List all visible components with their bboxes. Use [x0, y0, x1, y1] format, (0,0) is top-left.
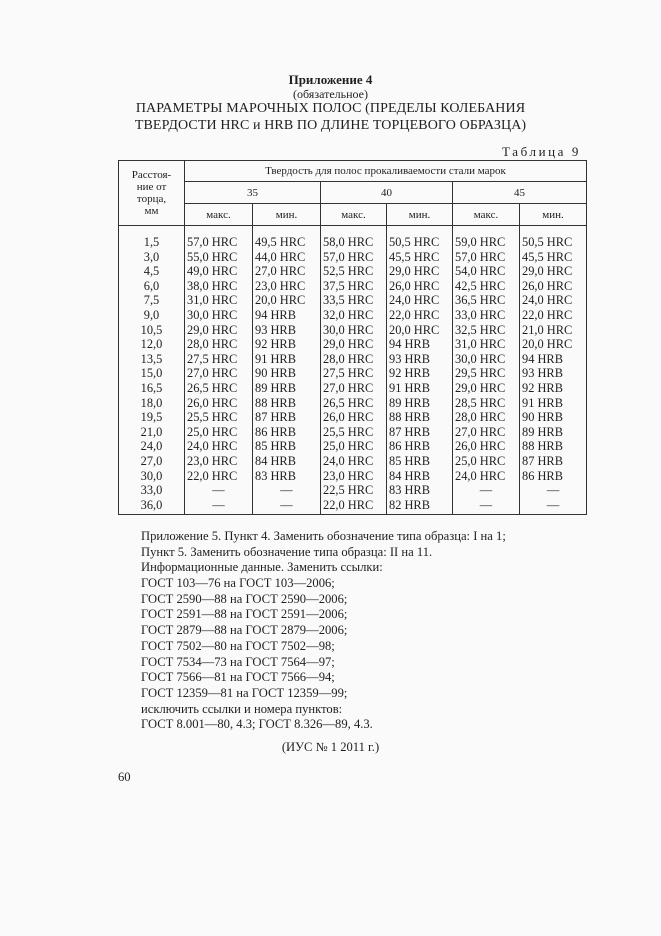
table-row	[119, 498, 587, 515]
note-line: ГОСТ 103—76 на ГОСТ 103—2006;	[141, 576, 335, 591]
hardness-cell: 57,0 HRC	[185, 235, 253, 250]
hardness-cell: 27,0 HRC	[185, 366, 253, 381]
hardness-cell: 25,0 HRC	[453, 454, 520, 469]
min-header: мин.	[520, 204, 587, 226]
hardness-cell: 92 HRB	[387, 366, 453, 381]
hardness-cell: 93 HRB	[520, 366, 587, 381]
distance-cell: 9,0	[119, 308, 185, 323]
distance-cell: 6,0	[119, 279, 185, 294]
distance-cell: 15,0	[119, 366, 185, 381]
hardness-cell: 94 HRB	[253, 308, 321, 323]
hardness-cell: 32,0 HRC	[321, 308, 387, 323]
hardness-cell: 33,5 HRC	[321, 293, 387, 308]
hardness-cell: 55,0 HRC	[185, 250, 253, 265]
hardness-cell: 32,5 HRC	[453, 323, 520, 338]
hardness-cell: —	[185, 483, 253, 498]
hardness-cell: 22,0 HRC	[185, 469, 253, 484]
note-line: Пункт 5. Заменить обозначение типа образца: II на 11.	[141, 544, 433, 559]
table-row	[119, 279, 587, 294]
hardness-cell: 85 HRB	[253, 439, 321, 454]
table-row	[119, 396, 587, 411]
table-body	[119, 235, 587, 515]
hardness-cell: 29,0 HRC	[520, 264, 587, 279]
hardness-cell: —	[253, 483, 321, 498]
hardness-cell: 33,0 HRC	[453, 308, 520, 323]
table-label: Таблица 9	[502, 144, 581, 159]
hardness-cell: 50,5 HRC	[520, 235, 587, 250]
hardness-cell: 29,0 HRC	[453, 381, 520, 396]
hardness-cell: 26,0 HRC	[387, 279, 453, 294]
hardness-cell: 30,0 HRC	[453, 352, 520, 367]
distance-cell: 1,5	[119, 235, 185, 250]
hardness-cell: 88 HRB	[253, 396, 321, 411]
hardness-cell: 45,5 HRC	[520, 250, 587, 265]
hardness-cell: —	[520, 498, 587, 515]
note-line: Приложение 5. Пункт 4. Заменить обозначение типа образца: I на 1;	[141, 529, 506, 543]
hardness-cell: 26,0 HRC	[453, 439, 520, 454]
distance-cell: 12,0	[119, 337, 185, 352]
table-row	[119, 264, 587, 279]
distance-cell: 13,5	[119, 352, 185, 367]
hardness-cell: 25,0 HRC	[185, 425, 253, 440]
note-line: ГОСТ 7566—81 на ГОСТ 7566—94;	[141, 670, 335, 685]
hardness-cell: 49,0 HRC	[185, 264, 253, 279]
table-row	[119, 469, 587, 484]
note-line: ГОСТ 2879—88 на ГОСТ 2879—2006;	[141, 623, 348, 638]
table-row	[119, 352, 587, 367]
hardness-cell: 38,0 HRC	[185, 279, 253, 294]
appendix-heading-line2: ТВЕРДОСТИ HRC и HRB ПО ДЛИНЕ ТОРЦЕВОГО ОБРАЗЦА)	[134, 118, 527, 133]
note-line: ГОСТ 8.001—80, 4.3; ГОСТ 8.326—89, 4.3.	[141, 717, 373, 732]
hardness-cell: 94 HRB	[520, 352, 587, 367]
hardness-cell: 29,0 HRC	[387, 264, 453, 279]
hardness-cell: 23,0 HRC	[253, 279, 321, 294]
grade-header-45: 45	[453, 182, 587, 204]
hardness-cell: 84 HRB	[387, 469, 453, 484]
distance-cell: 10,5	[119, 323, 185, 338]
hardness-cell: 92 HRB	[253, 337, 321, 352]
distance-header-line: Расстоя-	[131, 169, 172, 181]
hardness-cell: 87 HRB	[520, 454, 587, 469]
hardness-cell: 92 HRB	[520, 381, 587, 396]
distance-cell: 27,0	[119, 454, 185, 469]
hardness-cell: 87 HRB	[387, 425, 453, 440]
hardness-cell: 26,5 HRC	[321, 396, 387, 411]
hardness-cell: 88 HRB	[520, 439, 587, 454]
table-row	[119, 425, 587, 440]
hardness-cell: 93 HRB	[253, 323, 321, 338]
hardness-cell: 49,5 HRC	[253, 235, 321, 250]
hardness-cell: 22,0 HRC	[321, 498, 387, 515]
hardness-cell: 84 HRB	[253, 454, 321, 469]
hardness-cell: 37,5 HRC	[321, 279, 387, 294]
grade-header-40: 40	[321, 182, 453, 204]
distance-header-line: торца,	[136, 193, 167, 205]
hardness-cell: 86 HRB	[387, 439, 453, 454]
hardness-cell: 31,0 HRC	[185, 293, 253, 308]
hardness-cell: 86 HRB	[520, 469, 587, 484]
note-line: ГОСТ 7534—73 на ГОСТ 7564—97;	[141, 654, 335, 669]
appendix-heading-line1: ПАРАМЕТРЫ МАРОЧНЫХ ПОЛОС (ПРЕДЕЛЫ КОЛЕБАНИЯ	[135, 101, 526, 116]
hardness-cell: —	[453, 498, 520, 515]
grade-header-35: 35	[185, 182, 321, 204]
distance-header-line: мм	[144, 205, 159, 217]
hardness-cell: 52,5 HRC	[321, 264, 387, 279]
hardness-cell: 90 HRB	[520, 410, 587, 425]
table-row	[119, 366, 587, 381]
distance-cell: 33,0	[119, 483, 185, 498]
hardness-cell: 85 HRB	[387, 454, 453, 469]
max-header: макс.	[453, 204, 520, 226]
table-row	[119, 410, 587, 425]
hardness-cell: 57,0 HRC	[453, 250, 520, 265]
hardness-cell: —	[185, 498, 253, 515]
group-header: Твердость для полос прокаливаемости стали марок	[185, 161, 587, 182]
hardness-cell: 25,5 HRC	[321, 425, 387, 440]
hardness-cell: 20,0 HRC	[387, 323, 453, 338]
hardness-cell: 20,0 HRC	[253, 293, 321, 308]
hardness-cell: —	[520, 483, 587, 498]
table-row	[119, 454, 587, 469]
distance-cell: 3,0	[119, 250, 185, 265]
note-line: ГОСТ 2590—88 на ГОСТ 2590—2006;	[141, 591, 348, 606]
table-row	[119, 337, 587, 352]
hardness-cell: 24,0 HRC	[453, 469, 520, 484]
hardness-cell: 94 HRB	[387, 337, 453, 352]
table-row	[119, 483, 587, 498]
min-header: мин.	[387, 204, 453, 226]
appendix-title: Приложение 4	[288, 72, 373, 87]
hardness-cell: 27,0 HRC	[321, 381, 387, 396]
note-line: ГОСТ 12359—81 на ГОСТ 12359—99;	[141, 685, 348, 700]
hardness-cell: 26,0 HRC	[185, 396, 253, 411]
hardness-cell: 27,0 HRC	[253, 264, 321, 279]
note-line: Информационные данные. Заменить ссылки:	[141, 560, 383, 575]
distance-cell: 24,0	[119, 439, 185, 454]
hardness-cell: 23,0 HRC	[321, 469, 387, 484]
source-reference: (ИУС № 1 2011 г.)	[281, 740, 380, 754]
hardness-cell: —	[253, 498, 321, 515]
hardness-cell: 24,0 HRC	[387, 293, 453, 308]
hardness-table	[118, 160, 587, 515]
distance-header	[119, 161, 185, 226]
table-row	[119, 439, 587, 454]
hardness-cell: 83 HRB	[387, 483, 453, 498]
hardness-cell: 54,0 HRC	[453, 264, 520, 279]
hardness-cell: 42,5 HRC	[453, 279, 520, 294]
hardness-cell: 24,0 HRC	[321, 454, 387, 469]
hardness-cell: 24,0 HRC	[520, 293, 587, 308]
hardness-cell: 87 HRB	[253, 410, 321, 425]
hardness-cell: 24,0 HRC	[185, 439, 253, 454]
hardness-cell: 88 HRB	[387, 410, 453, 425]
hardness-cell: 26,5 HRC	[185, 381, 253, 396]
hardness-cell: 30,0 HRC	[185, 308, 253, 323]
hardness-cell: 25,0 HRC	[321, 439, 387, 454]
note-line: исключить ссылки и номера пунктов:	[141, 701, 343, 716]
hardness-cell: 91 HRB	[387, 381, 453, 396]
hardness-cell: 28,5 HRC	[453, 396, 520, 411]
max-header: макс.	[185, 204, 253, 226]
hardness-cell: 28,0 HRC	[185, 337, 253, 352]
hardness-cell: 27,5 HRC	[185, 352, 253, 367]
appendix-subtitle: (обязательное)	[293, 87, 368, 101]
hardness-cell: 29,0 HRC	[185, 323, 253, 338]
distance-cell: 19,5	[119, 410, 185, 425]
hardness-cell: 28,0 HRC	[321, 352, 387, 367]
hardness-cell: 29,0 HRC	[321, 337, 387, 352]
hardness-cell: 59,0 HRC	[453, 235, 520, 250]
table-row	[119, 381, 587, 396]
max-header: макс.	[321, 204, 387, 226]
hardness-cell: 82 HRB	[387, 498, 453, 515]
hardness-cell: 89 HRB	[253, 381, 321, 396]
hardness-cell: 31,0 HRC	[453, 337, 520, 352]
distance-cell: 21,0	[119, 425, 185, 440]
hardness-cell: 93 HRB	[387, 352, 453, 367]
distance-cell: 30,0	[119, 469, 185, 484]
hardness-cell: 50,5 HRC	[387, 235, 453, 250]
table-row	[119, 323, 587, 338]
table-row	[119, 308, 587, 323]
page-number: 60	[118, 770, 131, 784]
hardness-cell: 58,0 HRC	[321, 235, 387, 250]
amendment-notes	[141, 529, 506, 733]
hardness-cell: 86 HRB	[253, 425, 321, 440]
hardness-cell: 90 HRB	[253, 366, 321, 381]
hardness-cell: 25,5 HRC	[185, 410, 253, 425]
distance-cell: 7,5	[119, 293, 185, 308]
distance-cell: 36,0	[119, 498, 185, 515]
hardness-cell: 21,0 HRC	[520, 323, 587, 338]
note-line: ГОСТ 7502—80 на ГОСТ 7502—98;	[141, 638, 335, 653]
hardness-cell: 23,0 HRC	[185, 454, 253, 469]
hardness-cell: 22,0 HRC	[387, 308, 453, 323]
table-row	[119, 235, 587, 250]
hardness-cell: 27,0 HRC	[453, 425, 520, 440]
hardness-cell: 20,0 HRC	[520, 337, 587, 352]
hardness-cell: 22,0 HRC	[520, 308, 587, 323]
hardness-cell: 45,5 HRC	[387, 250, 453, 265]
table-row	[119, 293, 587, 308]
hardness-cell: 26,0 HRC	[321, 410, 387, 425]
min-header: мин.	[253, 204, 321, 226]
hardness-cell: 91 HRB	[520, 396, 587, 411]
note-line: ГОСТ 2591—88 на ГОСТ 2591—2006;	[141, 607, 348, 622]
hardness-cell: 30,0 HRC	[321, 323, 387, 338]
hardness-cell: 83 HRB	[253, 469, 321, 484]
hardness-cell: 28,0 HRC	[453, 410, 520, 425]
distance-cell: 18,0	[119, 396, 185, 411]
hardness-cell: 89 HRB	[520, 425, 587, 440]
hardness-cell: 29,5 HRC	[453, 366, 520, 381]
distance-cell: 16,5	[119, 381, 185, 396]
distance-cell: 4,5	[119, 264, 185, 279]
hardness-cell: —	[453, 483, 520, 498]
hardness-cell: 91 HRB	[253, 352, 321, 367]
table-row	[119, 250, 587, 265]
hardness-cell: 22,5 HRC	[321, 483, 387, 498]
hardness-cell: 57,0 HRC	[321, 250, 387, 265]
hardness-cell: 36,5 HRC	[453, 293, 520, 308]
hardness-cell: 27,5 HRC	[321, 366, 387, 381]
distance-header-line: ние от	[136, 181, 167, 193]
hardness-cell: 44,0 HRC	[253, 250, 321, 265]
hardness-cell: 26,0 HRC	[520, 279, 587, 294]
hardness-cell: 89 HRB	[387, 396, 453, 411]
